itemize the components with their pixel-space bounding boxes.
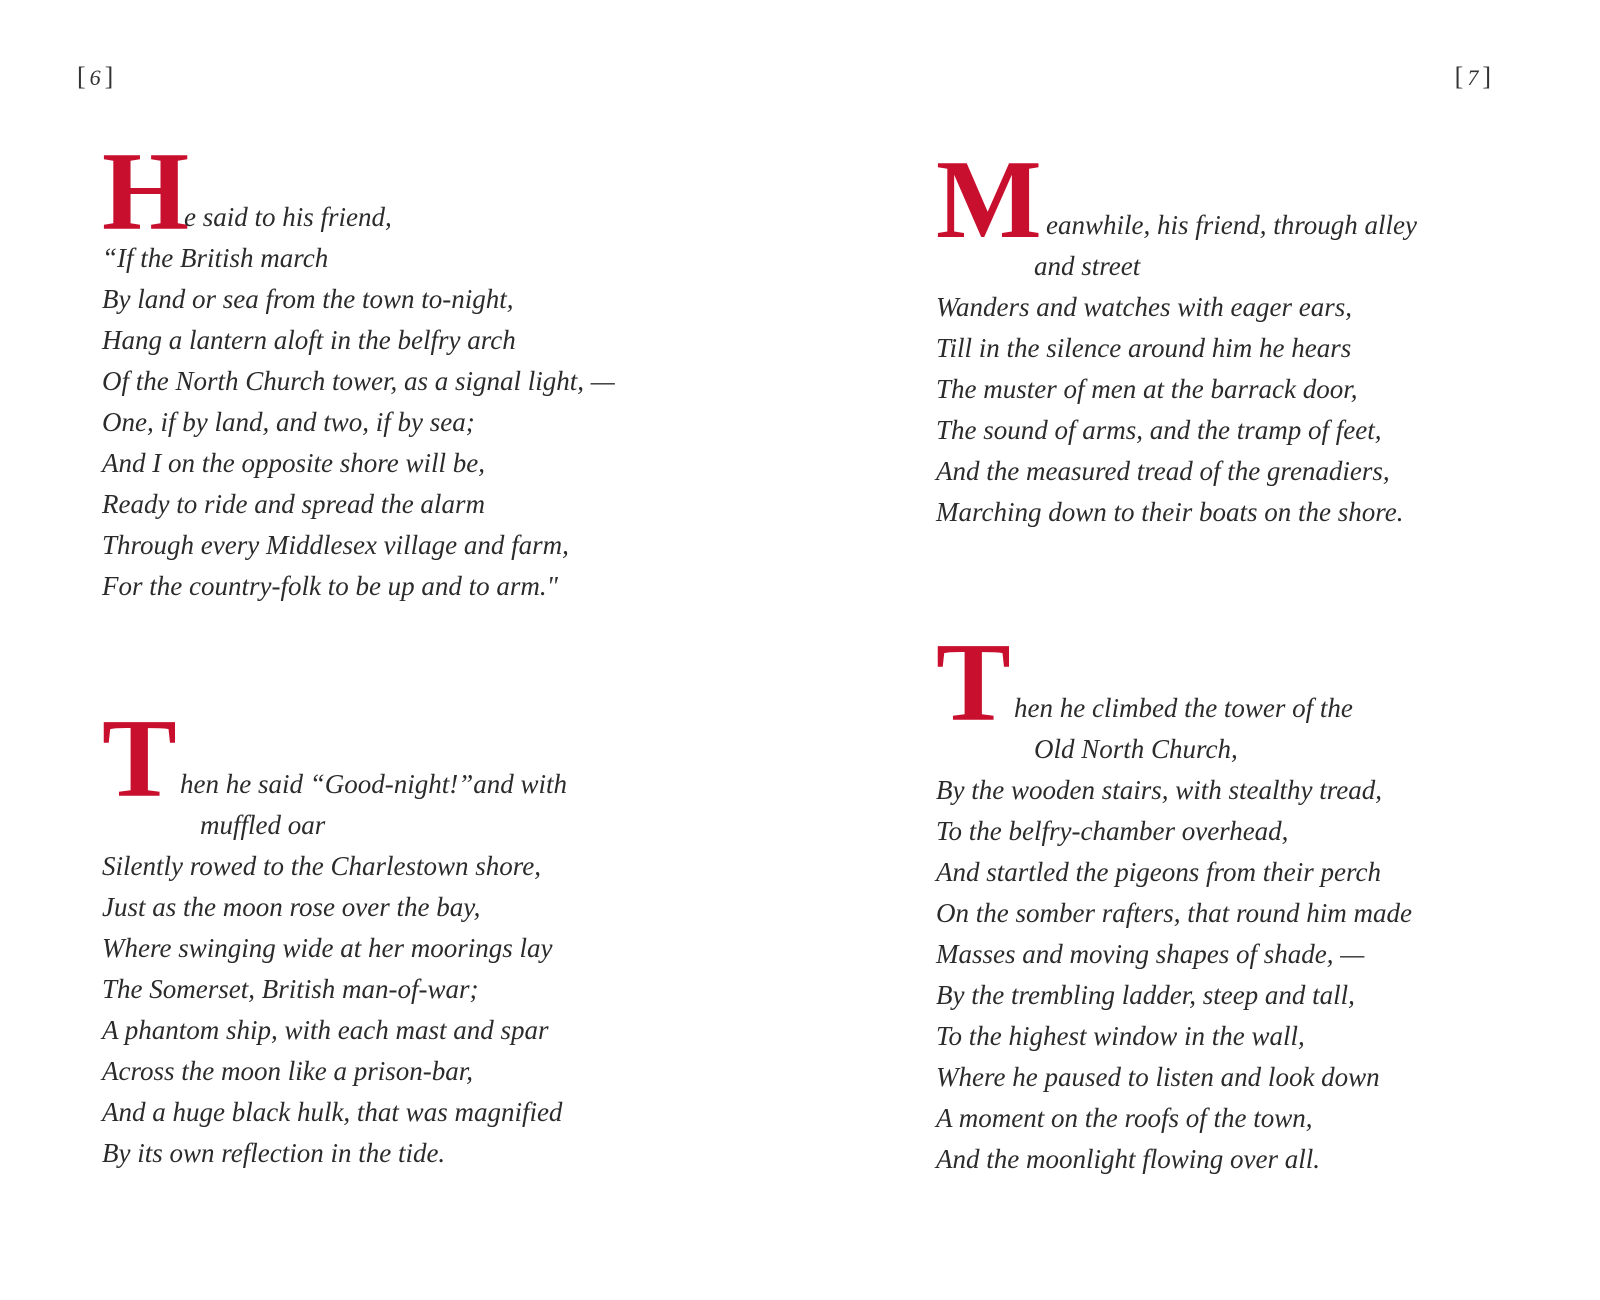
stanza-3-lines: [936, 287, 1403, 533]
poem-line: Till in the silence around him he hears: [936, 333, 1352, 363]
stanza-3: [936, 138, 1417, 533]
poem-line: To the belfry-chamber overhead,: [936, 816, 1289, 846]
stanza-4-continuation: Old North Church,: [1034, 734, 1238, 764]
poem-line: And the moonlight flowing over all.: [936, 1144, 1320, 1174]
poem-line: One, if by land, and two, if by sea;: [102, 407, 475, 437]
poem-line: Where swinging wide at her moorings lay: [102, 933, 553, 963]
stanza-1-first-row: [102, 130, 615, 254]
poem-line: And I on the opposite shore will be,: [102, 448, 485, 478]
poem-line: The muster of men at the barrack door,: [936, 374, 1358, 404]
book-spine: [800, 0, 801, 1300]
poem-line: The sound of arms, and the tramp of feet,: [936, 415, 1382, 445]
poem-line: And startled the pigeons from their perch: [936, 857, 1381, 887]
stanza-4-first-line: hen he climbed the tower of the: [1014, 693, 1353, 723]
poem-line: Through every Middlesex village and farm,: [102, 530, 569, 560]
drop-cap-h: H: [102, 130, 190, 254]
poem-line: Marching down to their boats on the shore.: [936, 497, 1404, 527]
drop-cap-t: T: [102, 697, 177, 821]
stanza-4-first-row: [936, 621, 1412, 745]
poem-line: Ready to ride and spread the alarm: [102, 489, 485, 519]
poem-line: On the somber rafters, that round him made: [936, 898, 1412, 928]
poem-line: Just as the moon rose over the bay,: [102, 892, 481, 922]
poem-line: By the wooden stairs, with stealthy tread,: [936, 775, 1382, 805]
poem-line: Masses and moving shapes of shade, —: [936, 939, 1365, 969]
poem-line: Silently rowed to the Charlestown shore,: [102, 851, 541, 881]
stanza-2-continuation: muffled oar: [200, 810, 326, 840]
stanza-1-lines: [102, 238, 615, 607]
poem-line: The Somerset, British man-of-war;: [102, 974, 479, 1004]
poem-line: Where he paused to listen and look down: [936, 1062, 1380, 1092]
stanza-2: [102, 697, 568, 1174]
poem-line: Across the moon like a prison-bar,: [102, 1056, 473, 1086]
page-number-left: [6]: [77, 62, 118, 91]
stanza-3-first-line: eanwhile, his friend, through alley: [1046, 210, 1417, 240]
drop-cap-t: T: [936, 621, 1011, 745]
stanza-4: [936, 621, 1412, 1180]
poem-line: Of the North Church tower, as a signal light, —: [102, 366, 615, 396]
page-number-right-value: 7: [1467, 65, 1483, 90]
stanza-3-continuation: and street: [1034, 251, 1141, 281]
stanza-3-first-row: [936, 138, 1417, 262]
poem-line: By its own reflection in the tide.: [102, 1138, 446, 1168]
poem-line: For the country-folk to be up and to arm.": [102, 571, 559, 601]
page-number-right: [7]: [1454, 62, 1495, 91]
poem-line: And a huge black hulk, that was magnified: [102, 1097, 563, 1127]
poem-line: A phantom ship, with each mast and spar: [102, 1015, 549, 1045]
stanza-2-lines: [102, 846, 562, 1174]
page-number-left-value: 6: [89, 65, 105, 90]
poem-line: Hang a lantern aloft in the belfry arch: [102, 325, 516, 355]
poem-line: A moment on the roofs of the town,: [936, 1103, 1313, 1133]
stanza-1: [102, 130, 615, 607]
drop-cap-m: M: [936, 138, 1042, 262]
stanza-1-first-line: e said to his friend,: [184, 202, 392, 232]
stanza-2-first-row: [102, 697, 568, 821]
poem-line: “If the British march: [102, 243, 329, 273]
poem-line: To the highest window in the wall,: [936, 1021, 1305, 1051]
poem-line: By the trembling ladder, steep and tall,: [936, 980, 1355, 1010]
poem-line: Wanders and watches with eager ears,: [936, 292, 1352, 322]
stanza-2-first-line: hen he said “Good-night!”and with: [180, 769, 568, 799]
stanza-4-lines: [936, 770, 1412, 1180]
poem-line: And the measured tread of the grenadiers,: [936, 456, 1390, 486]
poem-line: By land or sea from the town to-night,: [102, 284, 514, 314]
